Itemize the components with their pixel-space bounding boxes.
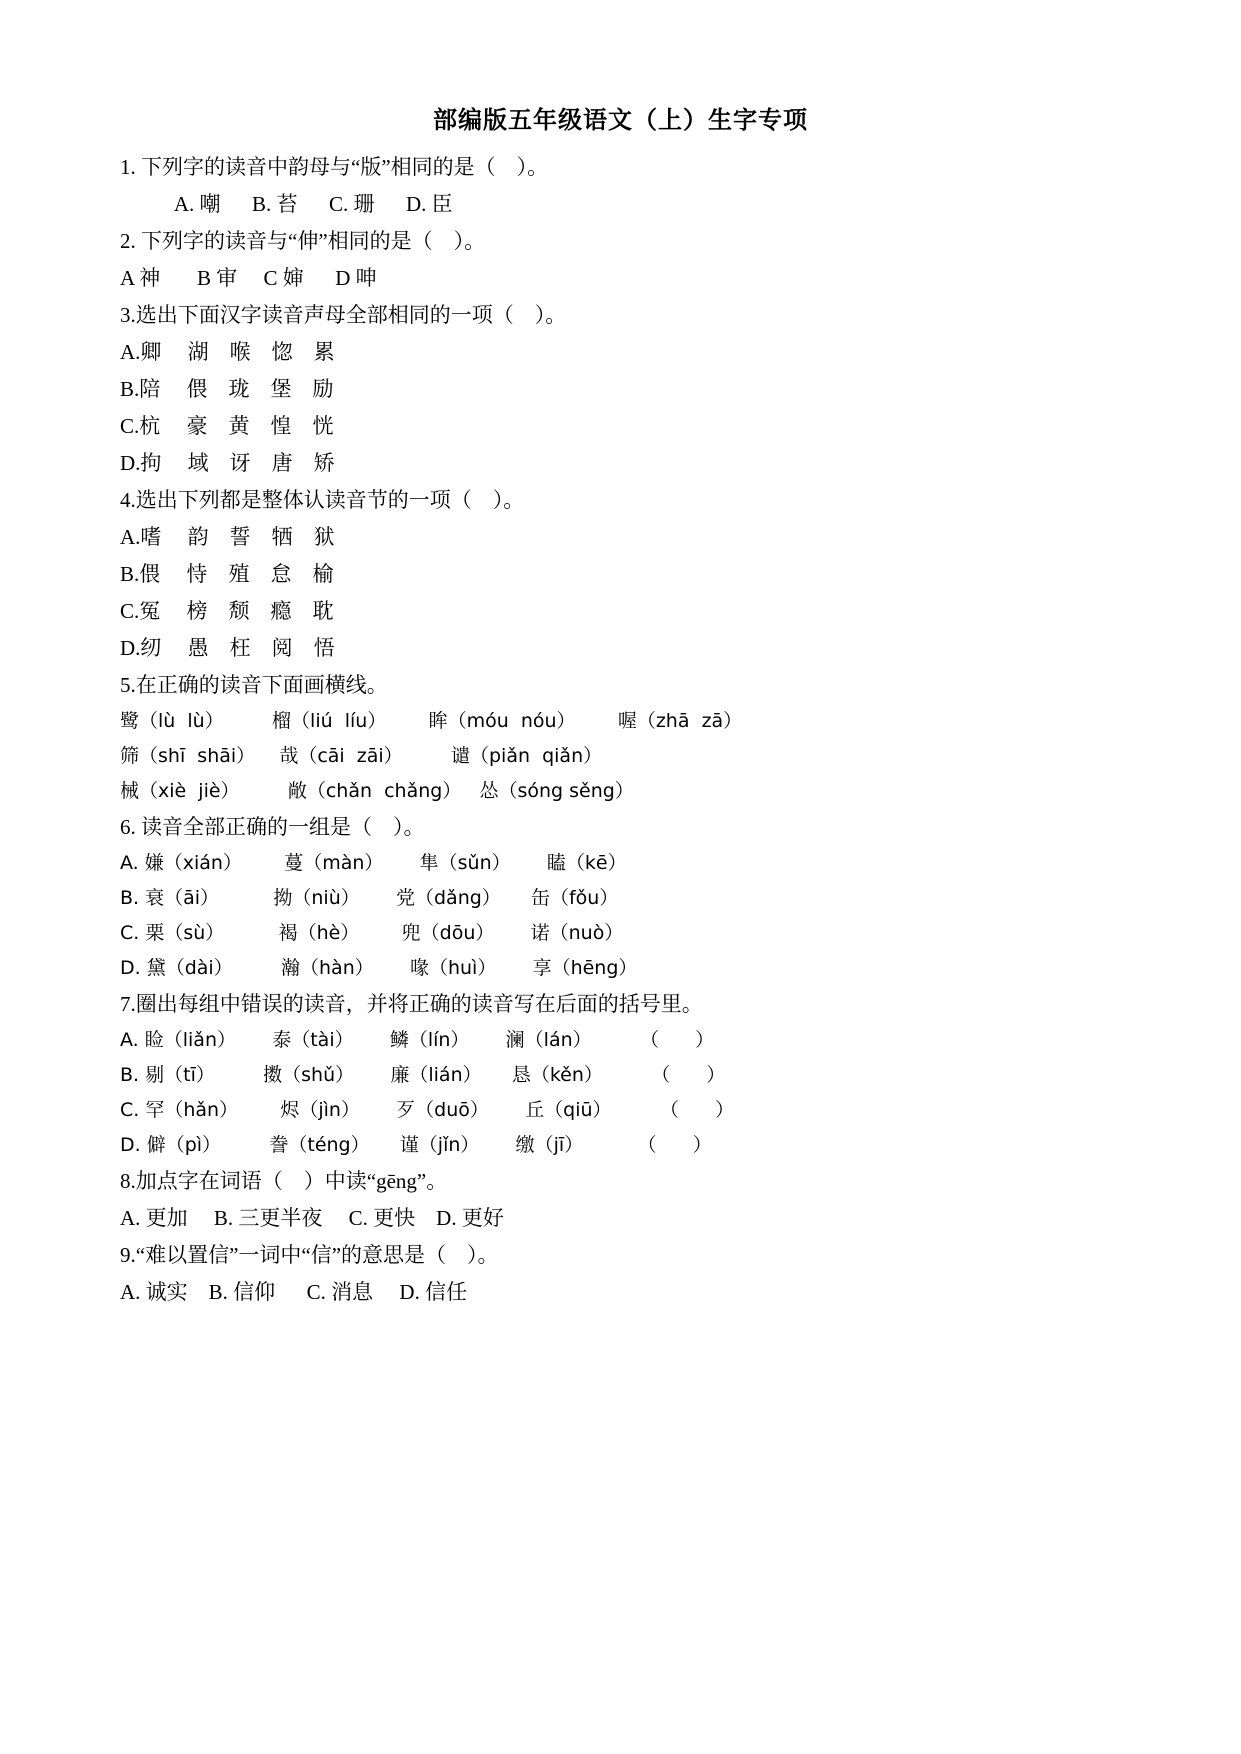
question-4: 4.选出下列都是整体认读音节的一项（ ）。 [120,488,525,512]
question-6-option-b: B. 衰（āi） 拗（niù） 党（dǎng） 缶（fǒu） [120,887,619,909]
question-7-option-b: B. 剔（tī） 擞（shǔ） 廉（lián） 恳（kěn） （ ） [120,1064,726,1086]
question-4-option-b: B.偎 恃 殖 怠 榆 [120,562,334,586]
question-3: 3.选出下面汉字读音声母全部相同的一项（ ）。 [120,303,567,327]
question-5-row-2: 筛（shī shāi） 哉（cāi zāi） 谴（piǎn qiǎn） [120,745,603,767]
question-4-option-d: D.纫 愚 枉 阅 悟 [120,636,335,660]
question-4-option-c: C.冤 榜 颓 瘾 耽 [120,599,334,623]
question-5-row-1: 鹭（lù lù） 榴（liú líu） 眸（móu nóu） 喔（zhā zā） [120,710,743,732]
question-6: 6. 读音全部正确的一组是（ ）。 [120,815,425,839]
question-3-option-a: A.卿 湖 喉 惚 累 [120,340,335,364]
question-6-option-c: C. 栗（sù） 褐（hè） 兜（dōu） 诺（nuò） [120,922,624,944]
question-6-option-d: D. 黛（dài） 瀚（hàn） 喙（huì） 享（hēng） [120,957,638,979]
question-7-option-d: D. 僻（pì） 誊（téng） 谨（jǐn） 缴（jī） （ ） [120,1134,712,1156]
question-5-row-3: 械（xiè jiè） 敞（chǎn chǎng） 怂（sóng sěng） [120,780,634,802]
question-7-option-a: A. 睑（liǎn） 泰（tài） 鳞（lín） 澜（lán） （ ） [120,1029,715,1051]
question-5: 5.在正确的读音下面画横线。 [120,673,388,697]
question-4-option-a: A.嗜 韵 誓 牺 狱 [120,525,335,549]
question-1: 1. 下列字的读音中韵母与“版”相同的是（ ）。 [120,155,549,179]
page-title: 部编版五年级语文（上）生字专项 [433,107,808,134]
question-7: 7.圈出每组中错误的读音，并将正确的读音写在后面的括号里。 [120,992,703,1016]
question-2: 2. 下列字的读音与“伸”相同的是（ ）。 [120,229,486,253]
question-2-options: A 神 B 审 C 婶 D 呻 [120,266,377,290]
question-3-option-d: D.拘 域 讶 唐 矫 [120,451,335,475]
question-9: 9.“难以置信”一词中“信”的意思是（ ）。 [120,1243,499,1267]
question-7-option-c: C. 罕（hǎn） 烬（jìn） 歹（duō） 丘（qiū） （ ） [120,1099,735,1121]
question-8: 8.加点字在词语（ ）中读“gēng”。 [120,1169,448,1193]
question-8-options: A. 更加 B. 三更半夜 C. 更快 D. 更好 [120,1206,504,1230]
question-3-option-c: C.杭 豪 黄 惶 恍 [120,414,334,438]
question-3-option-b: B.陪 偎 珑 堡 励 [120,377,334,401]
question-6-option-a: A. 嫌（xián） 蔓（màn） 隼（sǔn） 瞌（kē） [120,852,627,874]
question-1-options: A. 嘲 B. 苔 C. 珊 D. 臣 [154,192,453,216]
question-9-options: A. 诚实 B. 信仰 C. 消息 D. 信任 [120,1280,468,1304]
